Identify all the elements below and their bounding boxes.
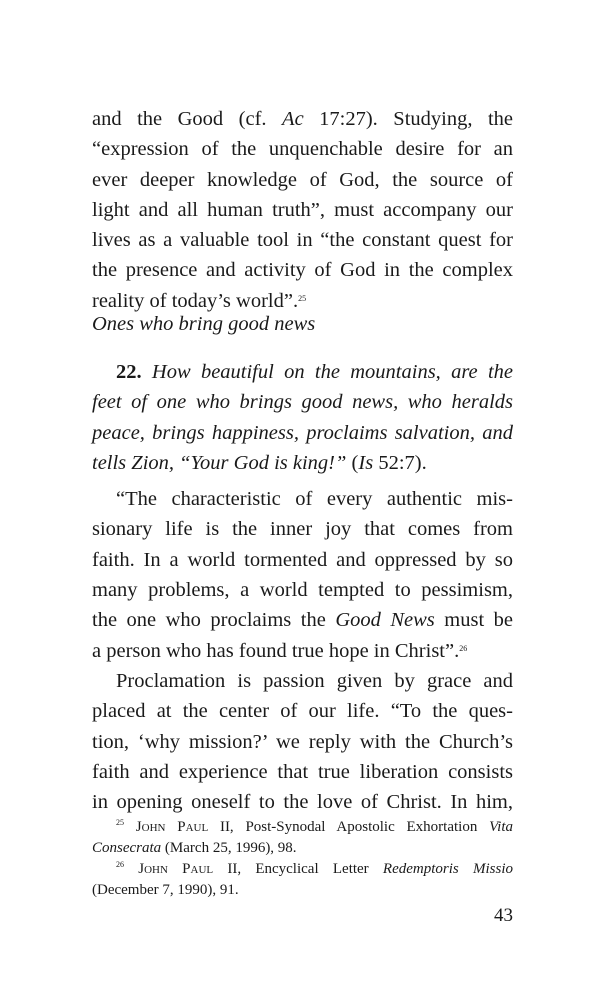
text-line bbox=[92, 575, 513, 605]
text-run: sionary life is the inner joy that comes from bbox=[92, 518, 513, 541]
text-run: Ac bbox=[282, 108, 304, 130]
text-run: peace, brings happiness, proclaims salvation, and bbox=[92, 421, 513, 444]
text-run: “expression of the unquenchable desire for an bbox=[92, 138, 513, 161]
text-run: reality of today’s world”. bbox=[92, 289, 299, 312]
text-line bbox=[92, 636, 513, 666]
page-number: 43 bbox=[494, 905, 513, 926]
text-run: John Paul bbox=[138, 861, 214, 877]
text-run: Redemptoris Missio bbox=[382, 861, 513, 877]
footnote-ref: 26 bbox=[116, 860, 124, 869]
text-run: (March 25, 1996), 98. bbox=[161, 840, 297, 856]
footnote-line bbox=[92, 838, 513, 859]
text-run: 52:7). bbox=[373, 451, 427, 474]
text-line bbox=[92, 605, 513, 635]
text-run: a person who has found true hope in Christ”. bbox=[92, 639, 460, 662]
text-run: “The characteristic of every authentic mis- bbox=[116, 488, 513, 511]
text-line bbox=[92, 286, 513, 316]
text-run: Proclamation is passion given by grace and bbox=[116, 669, 513, 692]
footnote-ref: 25 bbox=[116, 818, 124, 827]
text-run bbox=[124, 861, 138, 877]
text-line bbox=[92, 357, 513, 387]
text-run: 22. bbox=[116, 361, 142, 383]
section-heading: Ones who bring good news bbox=[92, 313, 316, 335]
text-run: (December 7, 1990), 91. bbox=[92, 882, 239, 898]
text-line bbox=[92, 787, 513, 817]
text-line bbox=[92, 757, 513, 787]
text-line bbox=[92, 134, 513, 164]
text-run: many problems, a world tempted to pessimism, bbox=[92, 579, 513, 602]
text-run: How beautiful on the mountains, are the bbox=[141, 361, 513, 383]
text-run: must be bbox=[434, 609, 514, 632]
text-run bbox=[124, 819, 136, 835]
text-run: the one who proclaims the bbox=[92, 609, 336, 632]
text-run: ( bbox=[346, 451, 359, 474]
text-run: ever deeper knowledge of God, the source of bbox=[92, 168, 513, 191]
text-run: II, Encyclical Letter bbox=[213, 861, 383, 877]
text-line bbox=[92, 448, 513, 478]
text-run: and the Good (cf. bbox=[92, 108, 283, 130]
text-run: tion, ‘why mission?’ we reply with the Church’s bbox=[92, 730, 513, 753]
text-line bbox=[92, 225, 513, 255]
text-run: Vita bbox=[489, 819, 513, 835]
text-run: feet of one who brings good news, who heralds bbox=[92, 391, 513, 414]
text-run: John Paul bbox=[135, 819, 209, 835]
text-line bbox=[92, 104, 513, 134]
text-line bbox=[92, 195, 513, 225]
footnotes bbox=[92, 817, 513, 901]
text-line bbox=[92, 387, 513, 417]
text-run: placed at the center of our life. “To the ques- bbox=[92, 700, 513, 723]
text-run: Good News bbox=[335, 609, 435, 632]
section-22-body bbox=[92, 357, 513, 817]
text-run: II, Post-Synodal Apostolic Exhortation bbox=[208, 819, 490, 835]
text-line bbox=[92, 484, 513, 514]
text-run: faith. In a world tormented and oppressed by so bbox=[92, 548, 513, 571]
text-line bbox=[92, 545, 513, 575]
text-line bbox=[92, 418, 513, 448]
footnote-ref: 25 bbox=[298, 293, 307, 303]
text-run: the presence and activity of God in the complex bbox=[92, 259, 513, 282]
footnote-ref: 26 bbox=[459, 643, 468, 653]
text-run: lives as a valuable tool in “the constant quest for bbox=[92, 229, 513, 252]
text-line bbox=[92, 514, 513, 544]
text-run: 17:27). Studying, the bbox=[303, 108, 514, 130]
text-run: Consecrata bbox=[92, 840, 162, 856]
footnote-line bbox=[92, 880, 513, 901]
text-line bbox=[92, 666, 513, 696]
text-run: tells Zion, “Your God is king!” bbox=[92, 451, 347, 474]
footnote-line bbox=[92, 859, 513, 880]
text-run: Is bbox=[358, 451, 374, 474]
text-run: light and all human truth”, must accompany our bbox=[92, 198, 513, 221]
text-run: in opening oneself to the love of Christ. In him, bbox=[92, 791, 513, 814]
continuation-paragraph bbox=[92, 104, 513, 316]
text-line bbox=[92, 696, 513, 726]
text-line bbox=[92, 255, 513, 285]
text-run: faith and experience that true liberation consists bbox=[92, 760, 513, 783]
text-line bbox=[92, 727, 513, 757]
footnote-line bbox=[92, 817, 513, 838]
text-line bbox=[92, 165, 513, 195]
